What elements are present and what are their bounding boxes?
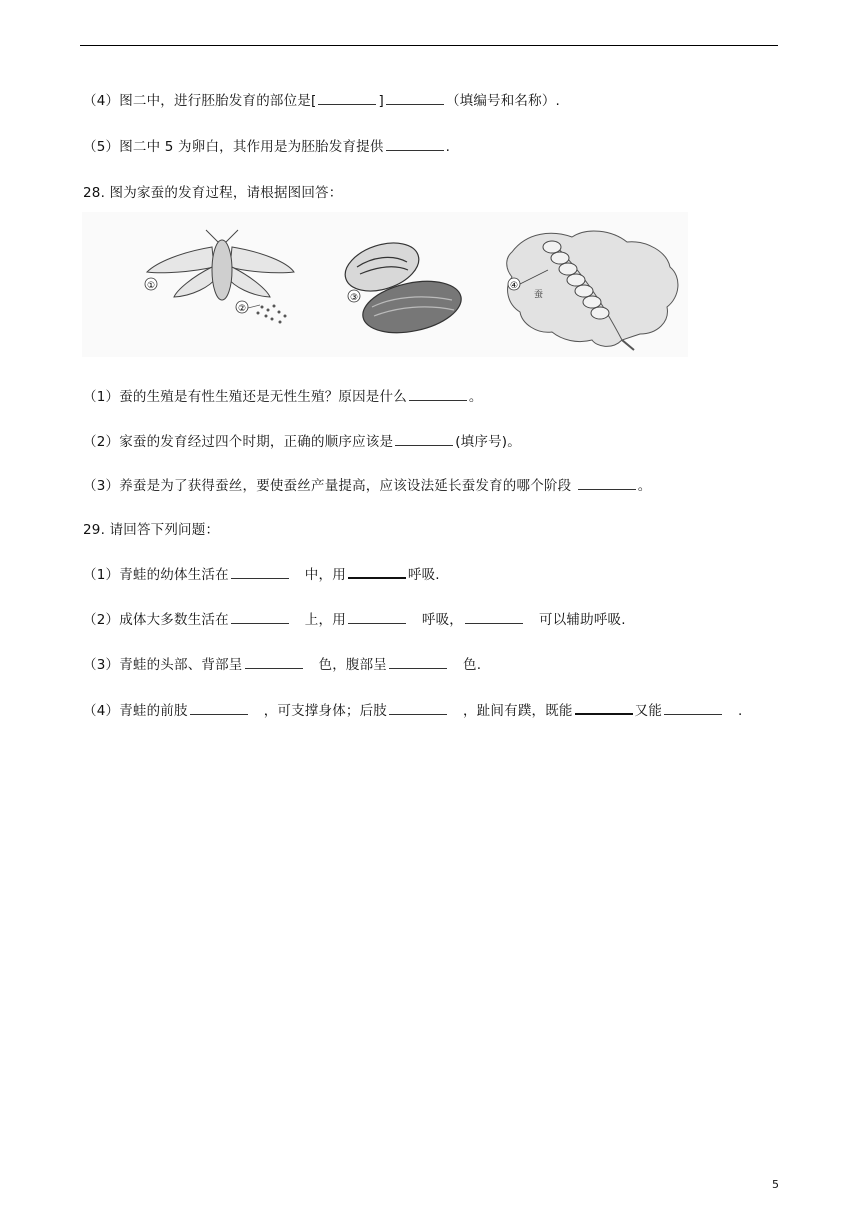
blank[interactable] xyxy=(395,433,453,446)
silkworm-lifecycle-figure xyxy=(82,212,688,357)
blank[interactable] xyxy=(386,92,444,105)
blank[interactable] xyxy=(348,611,406,624)
q29-item3: （3）青蛙的头部、背部呈 色，腹部呈 色. xyxy=(83,657,482,673)
q29-item4: （4）青蛙的前肢 ，可支撑身体；后肢 ，趾间有蹼，既能 又能 . xyxy=(83,703,743,719)
q29-item1: （1）青蛙的幼体生活在 中，用 呼吸. xyxy=(83,567,440,583)
blank[interactable] xyxy=(409,388,467,401)
figure-label-1: ① xyxy=(146,281,156,291)
blank[interactable] xyxy=(465,611,523,624)
figure-label-4: ④ xyxy=(509,281,519,291)
page-number: 5 xyxy=(772,1178,779,1191)
blank[interactable] xyxy=(575,701,633,715)
blank[interactable] xyxy=(231,566,289,579)
q29-title: 29. 请回答下列问题： xyxy=(83,522,220,538)
q28-title: 28. 图为家蚕的发育过程，请根据图回答： xyxy=(83,185,343,201)
q27-item4: （4）图二中，进行胚胎发育的部位是[ ] （填编号和名称）. xyxy=(83,93,561,109)
q29-item2: （2）成体大多数生活在 上，用 呼吸， 可以辅助呼吸. xyxy=(83,612,626,628)
blank[interactable] xyxy=(578,477,636,490)
q28-item1: （1）蚕的生殖是有性生殖还是无性生殖？原因是什么 。 xyxy=(83,389,483,405)
q28-item2: （2）家蚕的发育经过四个时期，正确的顺序应该是 (填序号)。 xyxy=(83,434,521,450)
figure-label-3: ③ xyxy=(349,293,359,303)
blank[interactable] xyxy=(348,565,406,579)
q28-item3: （3）养蚕是为了获得蚕丝，要使蚕丝产量提高，应该设法延长蚕发育的哪个阶段 。 xyxy=(83,478,652,494)
figure-label-2: ② xyxy=(237,304,247,314)
blank[interactable] xyxy=(190,702,248,715)
blank[interactable] xyxy=(664,702,722,715)
blank[interactable] xyxy=(389,656,447,669)
leaf-text: 蚕 xyxy=(534,290,544,300)
blank[interactable] xyxy=(389,702,447,715)
blank[interactable] xyxy=(245,656,303,669)
blank[interactable] xyxy=(231,611,289,624)
blank[interactable] xyxy=(318,92,376,105)
header-rule xyxy=(80,45,778,46)
q27-item5: （5）图二中 5 为卵白，其作用是为胚胎发育提供 . xyxy=(83,139,451,155)
blank[interactable] xyxy=(386,138,444,151)
